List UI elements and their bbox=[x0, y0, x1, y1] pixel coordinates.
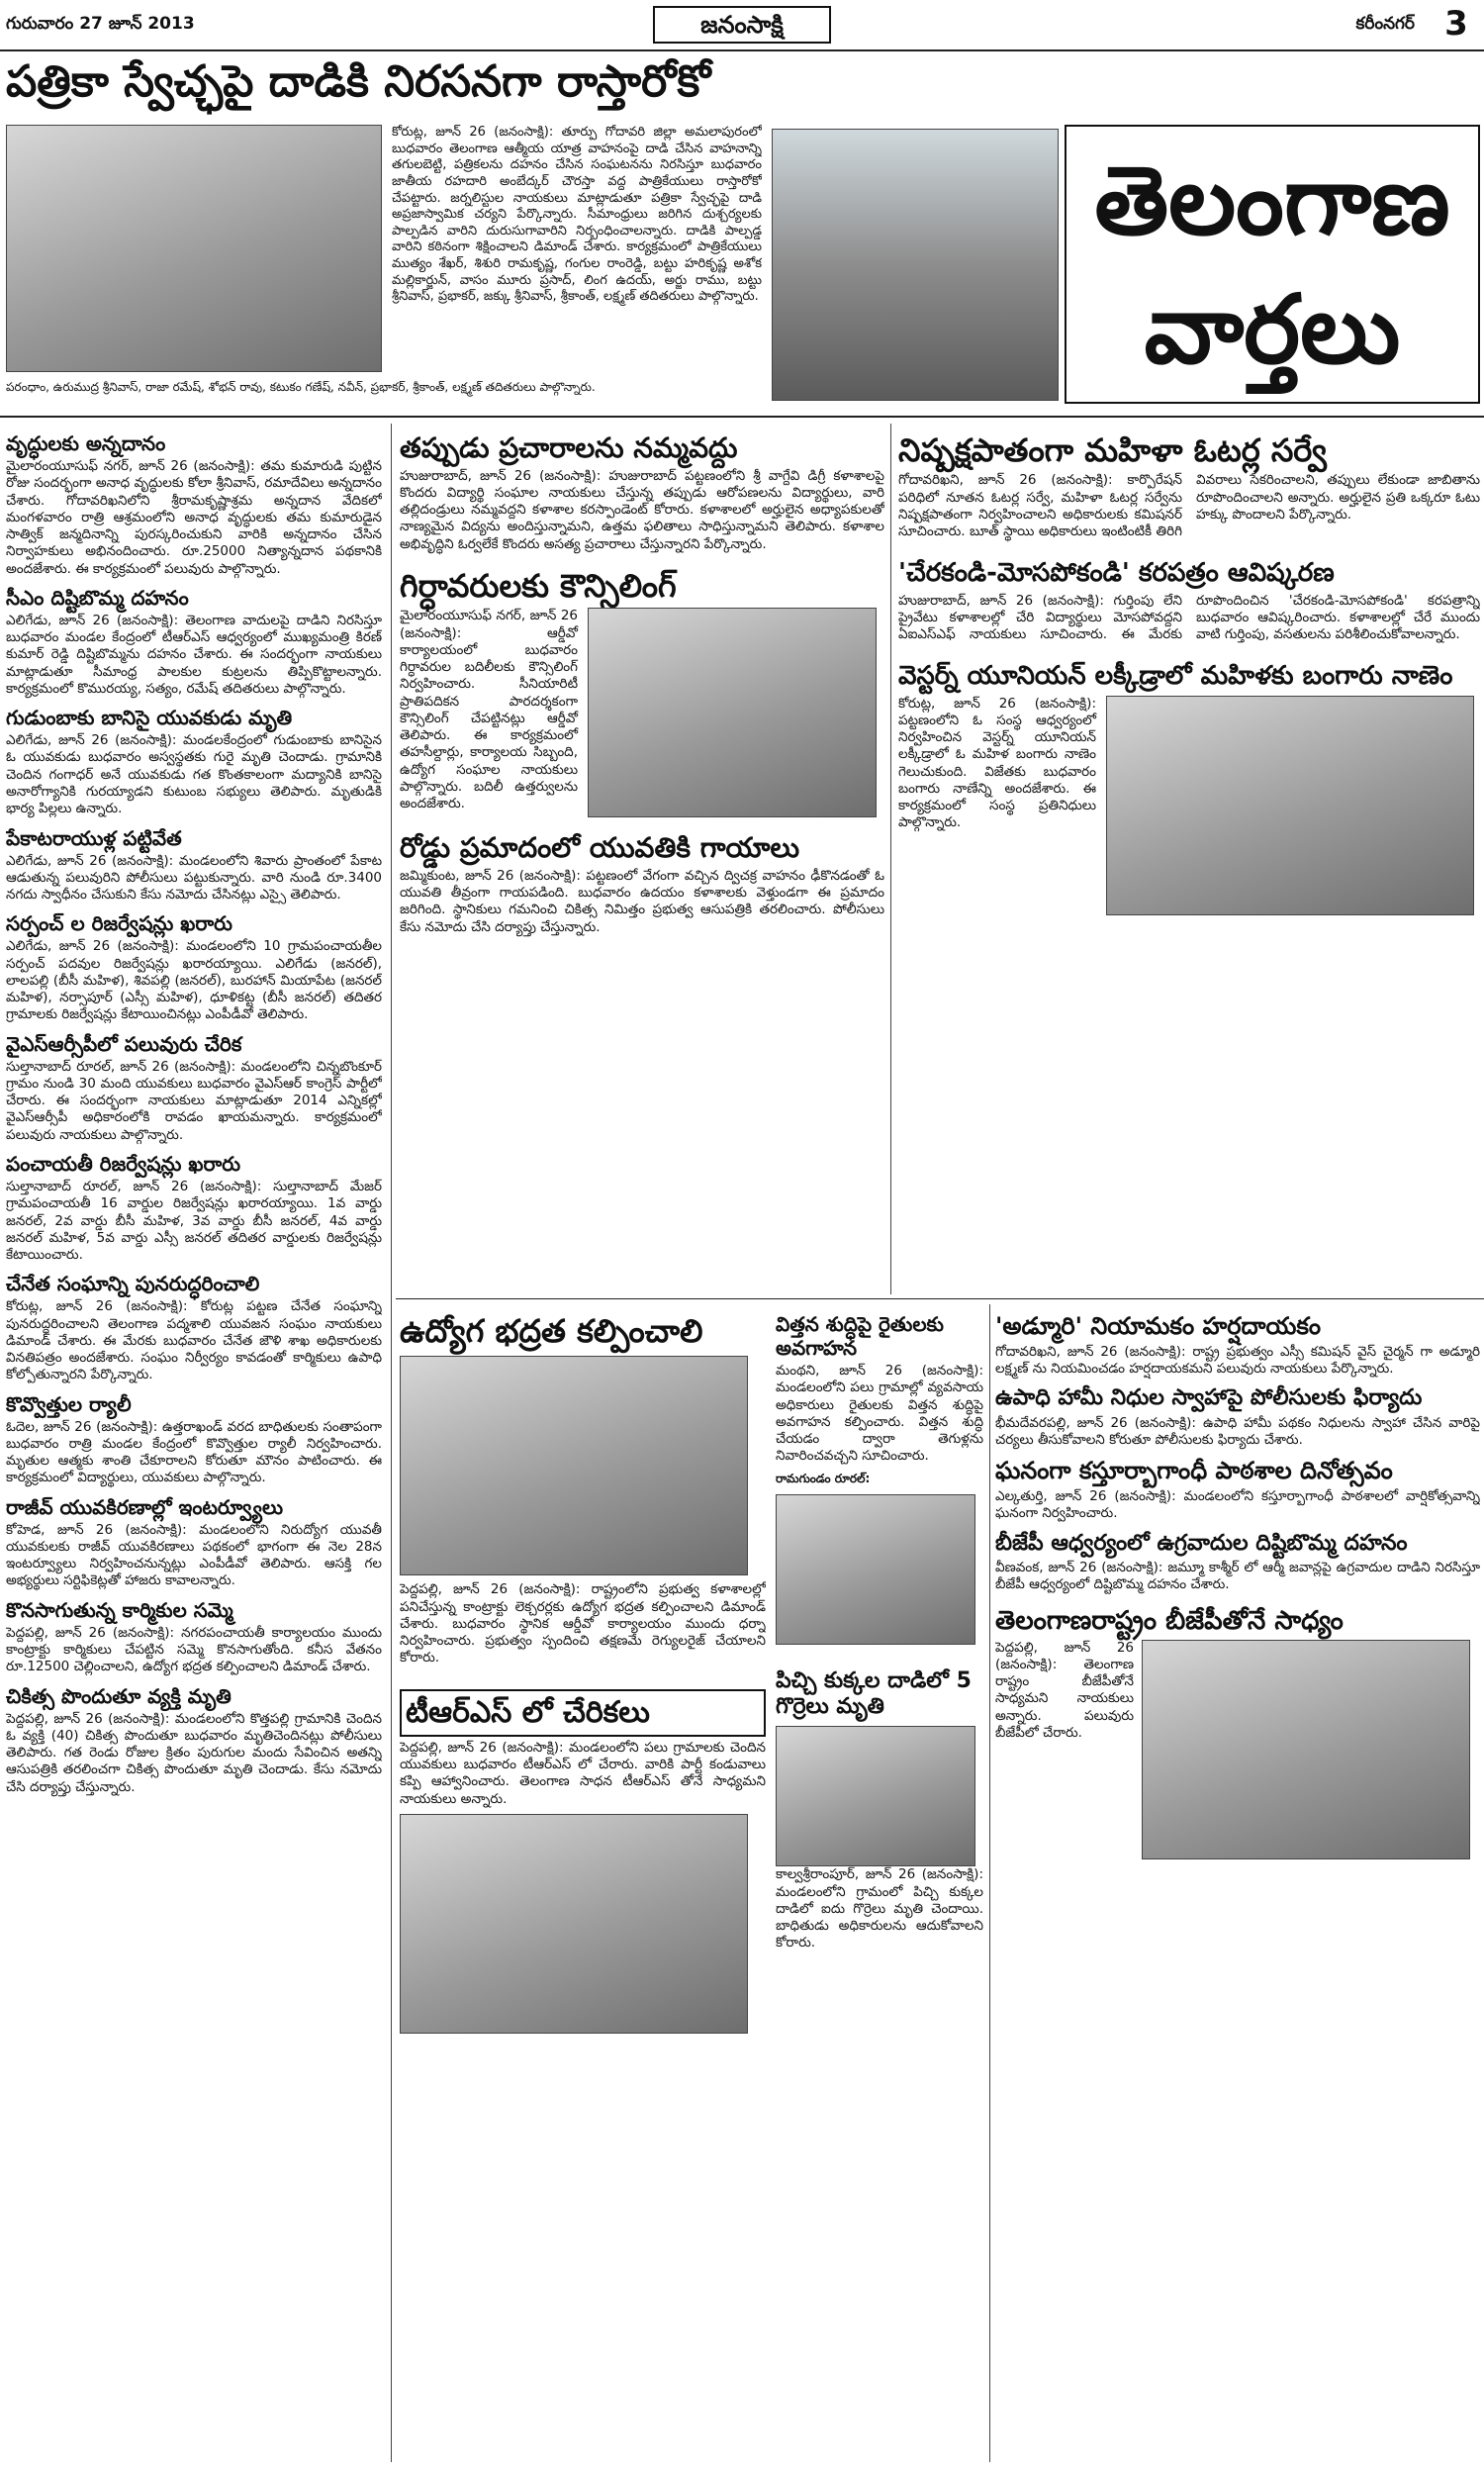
lr-a-body: గోదావరిఖని, జూన్ 26 (జనంసాక్షి): రాష్ట్ర ప్రభుత్వం ఎస్సీ కమిషన్ వైస్ చైర్మన్ గా అడ్మూరి లక్ష్మణ్ ను నియమించడం హర్షదాయకమని పలువురు నాయకులు పేర్కొన్నారు. bbox=[995, 1343, 1480, 1378]
lr-d-body: వీణవంక, జూన్ 26 (జనంసాక్షి): జమ్మూ కాశ్మీర్ లో ఆర్మీ జవాన్లపై ఉగ్రవాదుల దాడిని నిరసిస్తూ బీజేపీ ఆధ్వర్యంలో దిష్టిబొమ్మ దహనం చేశారు. bbox=[995, 1559, 1480, 1593]
center-lower-left bbox=[400, 1304, 766, 2472]
lower-right-rule bbox=[989, 1304, 990, 2462]
issue-date: గురువారం 27 జూన్ 2013 bbox=[6, 14, 195, 34]
section-title-line1: తెలంగాణ bbox=[1094, 145, 1450, 256]
lr-b-headline: ఉపాధి హామీ నిధుల స్వాహాపై పోలీసులకు ఫిర్యాదు bbox=[995, 1385, 1423, 1411]
page-number: 3 bbox=[1444, 4, 1468, 44]
lr-c-headline: ఘనంగా కస్తూర్బాగాంధీ పాఠశాల దినోత్సవం bbox=[995, 1457, 1393, 1485]
fort-photo bbox=[772, 129, 1059, 401]
mid-column-rule bbox=[890, 424, 891, 1294]
top-story-body: కోరుట్ల, జూన్ 26 (జనంసాక్షి): తూర్పు గోదావరి జిల్లా అమలాపురంలో బుధవారం తెలంగాణ ఆత్మీయ యాత్ర వాహనంపై దాడి చేసిన వాహనాన్ని తగులబెట్టి, పత్రికలను దహనం చేసిన సంఘటనను నిరసిస్తూ బుధవారం జాతీయ రహదారి అంబేద్కర్ చౌరస్తా వద్ద పాత్రికేయులు రాస్తారోకో చేపట్టారు. జర్నలిస్టుల నాయకులు మాట్లాడుతూ పత్రికా స్వేచ్ఛపై దాడి అప్రజాస్వామిక చర్యని పేర్కొన్నారు. సీమాంధ్రులు జరిగిన దుశ్చర్యలకు పాల్పడిన వారిని దురుసుగావారిని నిర్బంధించాలన్నారు. దాడికి పాల్పడ్డ వారిని కఠినంగా శిక్షించాలని డిమాండ్ చేశారు. కార్యక్రమంలో పాత్రికేయులు ముత్యం శేఖర్, శిశురి రామకృష్ణ, గంగుల రాంరెడ్డి, బట్టు హరికృష్ణ అశోక మల్లికార్జున్, వాసం మూరు ప్రసాద్, లింగ ఉదయ్, అర్జు రాము, బట్టు శ్రీనివాస్, ప్రభాకర్, జక్కు శ్రీనివాస్, శ్రీకాంత్, లక్ష్మణ్ తదితరులు పాల్గొన్నారు. bbox=[392, 125, 762, 305]
sheep-photo bbox=[776, 1726, 975, 1866]
left-column bbox=[6, 424, 382, 2472]
center-c-caption: రామగుండం రూరల్: bbox=[776, 1471, 871, 1485]
section-title-box bbox=[1065, 125, 1480, 404]
left-brief-headline: రాజీవ్ యువకిరణాల్లో ఇంటర్వ్యూలు bbox=[6, 1494, 284, 1519]
lr-e-body: పెద్దపల్లి, జూన్ 26 (జనంసాక్షి): తెలంగాణ రాష్ట్రం బీజేపీతోనే సాధ్యమని నాయకులు అన్నారు. పలువురు బీజేపీలో చేరారు. bbox=[995, 1639, 1134, 1742]
left-brief-body: మైలారంయూసుఫ్ నగర్, జూన్ 26 (జనంసాక్షి): తమ కుమారుడి పుట్టిన రోజు సందర్భంగా అనాధ వృద్ధులకు కోలా శ్రీనివాస్, రమాదేవిలు అన్నదానం చేశారు. గోదావరిఖనిలోని శ్రీరామకృష్ణాశ్రమ అన్నదాన వేదికలో మంగళవారం రాత్రి ఆశ్రమంలోని అనాధ వృద్ధులకు తమ కుమారుడైన సాత్విక్ జన్మదినాన్ని పురస్కరించుకుని వారికి అన్నదానం చేసిన నిర్వాహకులు అభినందించారు. రూ.25000 నిత్యాన్నదాన పథకానికి అందజేశారు. ఈ కార్యక్రమంలో పలువురు పాల్గొన్నారు. bbox=[6, 458, 382, 577]
center-d-body: కాల్వశ్రీరాంపూర్, జూన్ 26 (జనంసాక్షి): మండలంలోని గ్రామంలో పిచ్చి కుక్కల దాడిలో ఐదు గొర్రెలు మృతి చెందాయి. బాధితుడు అధికారులను ఆదుకోవాలని కోరారు. bbox=[776, 1866, 983, 1951]
center-a-body: పెద్దపల్లి, జూన్ 26 (జనంసాక్షి): రాష్ట్రంలోని ప్రభుత్వ కళాశాలల్లో పనిచేస్తున్న కాంట్రాక్టు లెక్చరర్లకు ఉద్యోగ భద్రత కల్పించాలని డిమాండ్ చేశారు. బుధవారం స్థానిక ఆర్డీవో కార్యాలయం ముందు ధర్నా నిర్వహించారు. ప్రభుత్వం స్పందించి తక్షణమే రెగ్యులరైజ్ చేయాలని కోరారు. bbox=[400, 1581, 766, 1666]
left-brief-body: ఎలిగేడు, జూన్ 26 (జనంసాక్షి): మండలంలోని శివారు ప్రాంతంలో పేకాట ఆడుతున్న పలువురిని పోలీసులు పట్టుకున్నారు. వారి నుండి రూ.3400 నగదు స్వాధీనం చేసుకుని కేసు నమోదు చేసినట్లు ఎస్సై తెలిపారు. bbox=[6, 852, 382, 904]
protest-photo bbox=[6, 125, 382, 372]
right-c-headline: వెస్టర్న్ యూనియన్ లక్కీడ్రాలో మహిళకు బంగారు నాణెం bbox=[898, 661, 1453, 692]
right-c-body: కోరుట్ల, జూన్ 26 (జనంసాక్షి): పట్టణంలోని ఓ సంస్థ ఆధ్వర్యంలో నిర్వహించిన వెస్టర్న్ యూనియన్ లక్కీడ్రాలో ఓ మహిళ బంగారు నాణెం గెలుచుకుంది. విజేతకు బుధవారం బంగారు నాణేన్ని అందజేశారు. ఈ కార్యక్రమంలో సంస్థ ప్రతినిధులు పాల్గొన్నారు. bbox=[898, 695, 1096, 831]
mid-column bbox=[400, 424, 884, 1294]
seed-photo bbox=[776, 1494, 975, 1645]
right-b-headline: 'చేరకండి-మోసపోకండి' కరపత్రం ఆవిష్కరణ bbox=[898, 558, 1335, 589]
party-joining-photo bbox=[400, 1814, 748, 2034]
left-brief-body: ఎలిగేడు, జూన్ 26 (జనంసాక్షి): మండలకేంద్రంలో గుడుంబాకు బానిసైన ఓ యువకుడు బుధవారం అస్వస్థతకు గురై మృతి చెందాడు. గ్రామానికి చెందిన గంగాధర్ అనే యువకుడు గత కొంతకాలంగా మద్యానికి బానిసై అనారోగ్యానికి గురయ్యాడని కుటుంబ సభ్యులు తెలిపారు. మృతుడికి భార్య పిల్లలు ఉన్నారు. bbox=[6, 732, 382, 817]
middle-rule bbox=[396, 1298, 1484, 1299]
mid-a-body: హుజురాబాద్, జూన్ 26 (జనంసాక్షి): హుజురాబాద్ పట్టణంలోని శ్రీ వాగ్దేవి డిగ్రీ కళాశాలపై కొందరు విద్యార్థి సంఘాల నాయకులు చేస్తున్న తప్పుడు ఆరోపణలను విద్యార్థులు, వారి తల్లిదండ్రులు నమ్మవద్దని కళాశాల కరస్పాండెంట్ కోరారు. కళాశాలలో అర్హులైన అధ్యాపకులతో నాణ్యమైన విద్యను అందిస్తున్నామని, ఉత్తమ ఫలితాలు సాధిస్తున్నామని తెలిపారు. కళాశాల అభివృద్ధిని ఓర్వలేకే కొందరు అసత్య ప్రచారాలు చేస్తున్నారని పేర్కొన్నారు. bbox=[400, 467, 884, 552]
mid-b-body: మైలారంయూసుఫ్ నగర్, జూన్ 26 (జనంసాక్షి): ఆర్డీవో కార్యాలయంలో బుధవారం గిర్ధావరుల బదిలీలకు కౌన్సిలింగ్ నిర్వహించారు. సీనియారిటీ ప్రాతిపదికన పారదర్శకంగా కౌన్సిలింగ్ చేపట్టినట్లు ఆర్డీవో తెలిపారు. ఈ కార్యక్రమంలో తహసీల్దార్లు, కార్యాలయ సిబ్బంది, ఉద్యోగ సంఘాల నాయకులు పాల్గొన్నారు. బదిలీ ఉత్తర్వులను అందజేశారు. bbox=[400, 608, 578, 812]
counselling-photo bbox=[588, 608, 877, 817]
lr-b-body: భీమదేవరపల్లి, జూన్ 26 (జనంసాక్షి): ఉపాధి హామీ పథకం నిధులను స్వాహా చేసిన వారిపై చర్యలు తీసుకోవాలని కోరుతూ పోలీసులకు ఫిర్యాదు చేశారు. bbox=[995, 1414, 1480, 1448]
lr-d-headline: బీజేపీ ఆధ్వర్యంలో ఉగ్రవాదుల దిష్టిబొమ్మ దహనం bbox=[995, 1530, 1408, 1556]
left-brief-headline: సర్పంచ్ ల రిజర్వేషన్లు ఖరారు bbox=[6, 911, 232, 936]
right-a-headline: నిష్పక్షపాతంగా మహిళా ఓటర్ల సర్వే bbox=[898, 431, 1327, 469]
section-title-line2: వార్తలు bbox=[1144, 274, 1401, 385]
left-brief-body: ఎలిగేడు, జూన్ 26 (జనంసాక్షి): మండలంలోని 10 గ్రామపంచాయతీల సర్పంచ్ పదవుల రిజర్వేషన్లు ఖరారయ్యాయి. ఎలిగేడు (జనరల్), లాలపల్లి (బీసీ మహిళ), శివపల్లి (జనరల్), బురహాన్ మియాపేట (జనరల్ మహిళ), నర్సాపూర్ (ఎస్సీ మహిళ), ధూళికట్ట (బీసీ జనరల్) తదితర గ్రామాలకు రిజర్వేషన్లు కేటాయించినట్లు ఎంపీడీవో తెలిపారు. bbox=[6, 938, 382, 1023]
right-a-body: గోదావరిఖని, జూన్ 26 (జనంసాక్షి): కార్పొరేషన్ పరిధిలో నూతన ఓటర్ల సర్వే, మహిళా ఓటర్ల సర్వేను నిష్పక్షపాతంగా నిర్వహించాలని అధికారులకు కమిషనర్ సూచించారు. బూత్ స్థాయి అధికారులు ఇంటింటికీ తిరిగి వివరాలు సేకరించాలని, తప్పులు లేకుండా జాబితాను రూపొందించాలని అన్నారు. అర్హులైన ప్రతి ఒక్కరూ ఓటు హక్కు పొందాలని పేర్కొన్నారు. bbox=[898, 472, 1480, 540]
mid-b-headline: గిర్ధావరులకు కౌన్సిలింగ్ bbox=[400, 566, 677, 605]
left-brief-headline: పంచాయతీ రిజర్వేషన్లు ఖరారు bbox=[6, 1151, 241, 1176]
left-brief-headline: చికిత్స పొందుతూ వ్యక్తి మృతి bbox=[6, 1683, 232, 1708]
left-brief-headline: కొవ్వొత్తుల ర్యాలీ bbox=[6, 1391, 132, 1416]
center-lower-right bbox=[776, 1304, 983, 2472]
bjp-photo bbox=[1142, 1640, 1470, 1859]
mid-c-headline: రోడ్డు ప్రమాదంలో యువతికి గాయాలు bbox=[400, 831, 800, 865]
left-brief-headline: చేనేత సంఘాన్ని పునరుద్ధరించాలి bbox=[6, 1272, 260, 1296]
masthead-bar bbox=[0, 0, 1484, 49]
left-brief-body: ఎలిగేడు, జూన్ 26 (జనంసాక్షి): తెలంగాణ వాదులపై దాడిని నిరసిస్తూ బుధవారం మండల కేంద్రంలో టీఆర్ఎస్ ఆధ్వర్యంలో ముఖ్యమంత్రి కిరణ్ కుమార్ రెడ్డి దిష్టిబొమ్మను దహనం చేశారు. ఈ సందర్భంగా నాయకులు మాట్లాడుతూ సీమాంధ్ర పాలకుల కుట్రలను తిప్పికొట్టాలన్నారు. కార్యక్రమంలో కొమురయ్య, సత్యం, రమేష్ తదితరులు పాల్గొన్నారు. bbox=[6, 612, 382, 697]
lower-right-column bbox=[995, 1304, 1480, 2472]
left-brief-headline: పేకాటరాయుళ్ల పట్టివేత bbox=[6, 825, 182, 850]
left-brief-headline: సీఎం దిష్టిబొమ్మ దహనం bbox=[6, 585, 189, 610]
center-d-headline: పిచ్చి కుక్కల దాడిలో 5 గొర్రెలు మృతి bbox=[776, 1667, 972, 1719]
left-brief-headline: వైఎస్ఆర్సీపీలో పలువురు చేరిక bbox=[6, 1031, 242, 1056]
left-column-rule bbox=[391, 424, 392, 2462]
lr-a-headline: 'అడ్మూరి' నియామకం హర్షదాయకం bbox=[995, 1312, 1322, 1340]
center-a-headline: ఉద్యోగ భద్రత కల్పించాలి bbox=[400, 1312, 703, 1350]
left-brief-body: సుల్తానాబాద్ రూరల్, జూన్ 26 (జనంసాక్షి): సుల్తానాబాద్ మేజర్ గ్రామపంచాయతీ 16 వార్డుల రిజర్వేషన్లు ఖరారయ్యాయి. 1వ వార్డు జనరల్, 2వ వార్డు బీసీ మహిళ, 3వ వార్డు బీసీ జనరల్, 4వ వార్డు జనరల్ మహిళ, 5వ వార్డు ఎస్సీ జనరల్ తదితర వార్డులకు రిజర్వేషన్లు కేటాయించారు. bbox=[6, 1178, 382, 1264]
top-story-caption: పరంధాం, ఉరుముద్ర శ్రీనివాస్, రాజా రమేష్, శోభన్ రావు, కటుకం గణేష్, నవీన్, ప్రభాకర్, శ్రీకాంత్, లక్ష్మణ్ తదితరులు పాల్గొన్నారు. bbox=[6, 380, 596, 394]
header-rule bbox=[0, 49, 1484, 51]
mid-a-headline: తప్పుడు ప్రచారాలను నమ్మవద్దు bbox=[400, 431, 738, 464]
left-brief-body: పెద్దపల్లి, జూన్ 26 (జనంసాక్షి): నగరపంచాయతీ కార్యాలయం ముందు కాంట్రాక్టు కార్మికులు చేపట్టిన సమ్మె కొనసాగుతోంది. కనీస వేతనం రూ.12500 చెల్లించాలని, ఉద్యోగ భద్రత కల్పించాలని డిమాండ్ చేశారు. bbox=[6, 1624, 382, 1675]
left-brief-body: పెద్దపల్లి, జూన్ 26 (జనంసాక్షి): మండలంలోని కొత్తపల్లి గ్రామానికి చెందిన ఓ వ్యక్తి (40) చికిత్స పొందుతూ బుధవారం మృతిచెందినట్లు పోలీసులు తెలిపారు. గత రెండు రోజుల క్రితం పురుగుల మందు సేవించిన అతన్ని ఆసుపత్రికి తరలించగా చికిత్స పొందుతూ మృతి చెందాడు. కేసు నమోదు చేసి దర్యాప్తు చేస్తున్నారు. bbox=[6, 1710, 382, 1795]
right-column bbox=[898, 424, 1480, 1294]
left-brief-body: కోహెడ, జూన్ 26 (జనంసాక్షి): మండలంలోని నిరుద్యోగ యువతీ యువకులకు రాజీవ్ యువకిరణాలు పథకంలో భాగంగా ఈ నెల 28న ఇంటర్వ్యూలు నిర్వహించనున్నట్లు ఎంపీడీవో తెలిపారు. ఆసక్తి గల అభ్యర్థులు సర్టిఫికెట్లతో హాజరు కావాలన్నారు. bbox=[6, 1521, 382, 1589]
left-brief-headline: గుడుంబాకు బానిసై యువకుడు మృతి bbox=[6, 706, 293, 730]
top-headline: పత్రికా స్వేచ్ఛపై దాడికి నిరసనగా రాస్తారోకో bbox=[6, 57, 711, 107]
lr-c-body: ఎల్కతుర్తి, జూన్ 26 (జనంసాక్షి): మండలంలోని కస్తూర్బాగాంధీ పాఠశాలలో వార్షికోత్సవాన్ని ఘనంగా నిర్వహించారు. bbox=[995, 1488, 1480, 1522]
left-brief-headline: కొనసాగుతున్న కార్మికుల సమ్మె bbox=[6, 1597, 233, 1622]
lucky-draw-photo bbox=[1106, 696, 1474, 915]
newspaper-logo: జనంసాక్షి bbox=[653, 6, 831, 44]
center-c-headline: విత్తన శుద్ధిపై రైతులకు అవగాహన bbox=[776, 1312, 944, 1360]
left-brief-body: కోరుట్ల, జూన్ 26 (జనంసాక్షి): కోరుట్ల పట్టణ చేనేత సంఘాన్ని పునరుద్ధరించాలని తెలంగాణ పద్మశాలి యువజన సంఘం నాయకులు డిమాండ్ చేశారు. ఈ మేరకు బుధవారం చేనేత జౌళి శాఖ అధికారులకు వినతిపత్రం అందజేశారు. సంఘం నిర్వీర్యం కావడంతో కార్మికులు ఉపాధి కోల్పోతున్నారని పేర్కొన్నారు. bbox=[6, 1298, 382, 1383]
center-c-body: మంథని, జూన్ 26 (జనంసాక్షి): మండలంలోని పలు గ్రామాల్లో వ్యవసాయ అధికారులు రైతులకు విత్తన శుద్ధిపై అవగాహన కల్పించారు. విత్తన శుద్ధి చేయడం ద్వారా తెగుళ్లను నివారించవచ్చని సూచించారు. bbox=[776, 1363, 983, 1465]
left-brief-body: సుల్తానాబాద్ రూరల్, జూన్ 26 (జనంసాక్షి): మండలంలోని చిన్నబొంకూర్ గ్రామం నుండి 30 మంది యువకులు బుధవారం వైఎస్ఆర్ కాంగ్రెస్ పార్టీలో చేరారు. ఈ సందర్భంగా నాయకులు మాట్లాడుతూ 2014 ఎన్నికల్లో వైఎస్ఆర్సీపీ అధికారంలోకి రావడం ఖాయమన్నారు. కార్యక్రమంలో పలువురు నాయకులు పాల్గొన్నారు. bbox=[6, 1058, 382, 1143]
dharna-photo bbox=[400, 1356, 748, 1575]
center-b-body: పెద్దపల్లి, జూన్ 26 (జనంసాక్షి): మండలంలోని పలు గ్రామాలకు చెందిన యువకులు బుధవారం టీఆర్ఎస్ లో చేరారు. వారికి పార్టీ కండువాలు కప్పి ఆహ్వానించారు. తెలంగాణ సాధన టీఆర్ఎస్ తోనే సాధ్యమని నాయకులు అన్నారు. bbox=[400, 1739, 766, 1807]
center-b-headline: టీఆర్ఎస్ లో చేరికలు bbox=[400, 1689, 766, 1737]
mid-c-body: జమ్మికుంట, జూన్ 26 (జనంసాక్షి): పట్టణంలో వేగంగా వచ్చిన ద్విచక్ర వాహనం ఢీకొనడంతో ఓ యువతి తీవ్రంగా గాయపడింది. బుధవారం ఉదయం కళాశాలకు వెళ్తుండగా ఈ ప్రమాదం జరిగింది. స్థానికులు గమనించి చికిత్స నిమిత్తం ప్రభుత్వ ఆసుపత్రికి తరలించారు. పోలీసులు కేసు నమోదు చేసి దర్యాప్తు చేస్తున్నారు. bbox=[400, 867, 884, 935]
top-rule bbox=[0, 416, 1484, 418]
lr-e-headline: తెలంగాణరాష్ట్రం బీజేపీతోనే సాధ్యం bbox=[995, 1605, 1344, 1636]
right-b-body: హుజురాబాద్, జూన్ 26 (జనంసాక్షి): గుర్తింపు లేని ప్రైవేటు కళాశాలల్లో చేరి విద్యార్థులు మోసపోవద్దని ఏఐఎస్ఎఫ్ నాయకులు సూచించారు. ఈ మేరకు రూపొందించిన 'చేరకండి-మోసపోకండి' కరపత్రాన్ని బుధవారం ఆవిష్కరించారు. కళాశాలల్లో చేరే ముందు వాటి గుర్తింపు, వసతులను పరిశీలించుకోవాలన్నారు. bbox=[898, 592, 1480, 643]
left-brief-headline: వృద్ధులకు అన్నదానం bbox=[6, 431, 166, 455]
edition-name: కరీంనగర్ bbox=[1355, 14, 1415, 34]
left-brief-body: ఓదెల, జూన్ 26 (జనంసాక్షి): ఉత్తరాఖండ్ వరద బాధితులకు సంతాపంగా బుధవారం రాత్రి మండల కేంద్రంలో కొవ్వొత్తుల ర్యాలీ నిర్వహించారు. మృతుల ఆత్మకు శాంతి చేకూరాలని కోరుతూ మౌనం పాటించారు. ఈ కార్యక్రమంలో విద్యార్థులు, యువకులు పాల్గొన్నారు. bbox=[6, 1418, 382, 1486]
